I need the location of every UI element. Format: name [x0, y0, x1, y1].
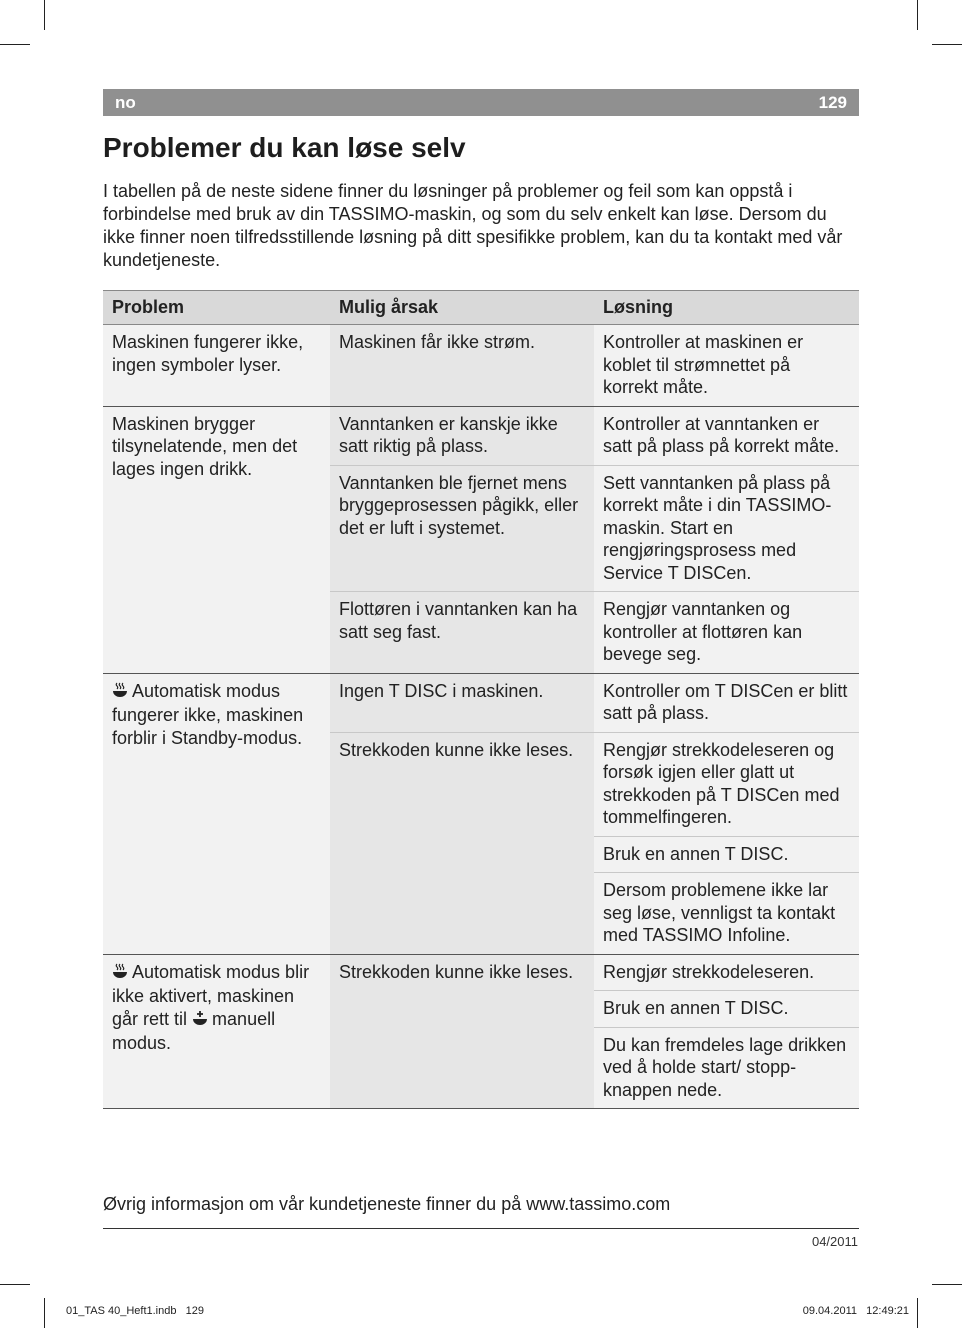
solution-cell: Bruk en annen T DISC.: [594, 836, 859, 873]
header-bar: [103, 89, 859, 116]
solution-cell: Kontroller at vanntanken er satt på plass på korrekt måte.: [594, 406, 859, 465]
solution-cell: Rengjør vanntanken og kontroller at flottøren kan bevege seg.: [594, 592, 859, 674]
page-number: 129: [818, 92, 847, 112]
crop-mark: [44, 1298, 45, 1328]
print-slug-timestamp: 09.04.2011 12:49:21: [802, 1305, 909, 1317]
solution-cell: Sett vanntanken på plass på korrekt måte i din TASSIMO-maskin. Start en rengjøringsprosess med Service T DISCen.: [594, 465, 859, 592]
table-row: [103, 406, 859, 465]
crop-mark: [932, 1284, 962, 1285]
column-header-cause: Mulig årsak: [330, 291, 594, 325]
solution-cell: Bruk en annen T DISC.: [594, 991, 859, 1028]
crop-mark: [0, 1284, 30, 1285]
intro-paragraph: I tabellen på de neste sidene finner du løsninger på problemer og feil som kan oppstå i forbindelse med bruk av din TASSIMO-maskin, og som du selv enkelt kan løse. Dersom du ikke finner noen tilfredsstillende løsning på ditt spesifikke problem, kan du ta kontakt med vår kundetjeneste.: [103, 181, 843, 270]
page-title: Problemer du kan løse selv: [103, 132, 466, 163]
troubleshooting-table: [103, 290, 859, 1109]
problem-text: Automatisk modus fungerer ikke, maskinen forblir i Standby-modus.: [112, 680, 304, 748]
crop-mark: [932, 44, 962, 45]
cause-cell: Maskinen får ikke strøm.: [330, 325, 594, 407]
problem-cell: Maskinen brygger tilsynelatende, men det lages ingen drikk.: [103, 406, 330, 673]
manual-mode-icon: [192, 1010, 208, 1033]
solution-cell: Du kan fremdeles lage drikken ved å holde start/ stopp-knappen nede.: [594, 1027, 859, 1109]
cause-cell: Vanntanken er kanskje ikke satt riktig på plass.: [330, 406, 594, 465]
cause-cell: Flottøren i vanntanken kan ha satt seg fast.: [330, 592, 594, 674]
crop-mark: [44, 0, 45, 30]
footer-note: Øvrig informasjon om vår kundetjeneste finner du på www.tassimo.com: [103, 1194, 671, 1214]
solution-cell: Rengjør strekkodeleseren og forsøk igjen eller glatt ut strekkoden på T DISCen med tommelfingeren.: [594, 732, 859, 836]
cause-cell: Strekkoden kunne ikke leses.: [330, 732, 594, 954]
problem-text: Automatisk modus blir ikke aktivert, maskinen går rett til: [112, 961, 310, 1029]
cause-cell: Ingen T DISC i maskinen.: [330, 673, 594, 732]
language-code: no: [115, 92, 136, 112]
auto-mode-icon: [112, 682, 128, 705]
cause-cell: Strekkoden kunne ikke leses.: [330, 954, 594, 1109]
print-slug-file: 01_TAS 40_Heft1.indb 129: [66, 1305, 205, 1317]
problem-cell: [103, 954, 330, 1109]
problem-text: manuell modus.: [112, 1008, 276, 1053]
footer-divider: [103, 1228, 859, 1229]
edition-date: 04/2011: [811, 1234, 858, 1249]
auto-mode-icon: [112, 963, 128, 986]
solution-cell: Dersom problemene ikke lar seg løse, vennligst ta kontakt med TASSIMO Infoline.: [594, 873, 859, 955]
table-header-row: [103, 291, 859, 325]
table-row: [103, 954, 859, 991]
crop-mark: [917, 0, 918, 30]
problem-cell: Maskinen fungerer ikke, ingen symboler lyser.: [103, 325, 330, 407]
crop-mark: [0, 44, 30, 45]
crop-mark: [917, 1298, 918, 1328]
table-row: [103, 673, 859, 732]
problem-cell: [103, 673, 330, 954]
column-header-solution: Løsning: [594, 291, 859, 325]
column-header-problem: Problem: [103, 291, 330, 325]
solution-cell: Kontroller at maskinen er koblet til strømnettet på korrekt måte.: [594, 325, 859, 407]
solution-cell: Kontroller om T DISCen er blitt satt på plass.: [594, 673, 859, 732]
solution-cell: Rengjør strekkodeleseren.: [594, 954, 859, 991]
table-row: [103, 325, 859, 407]
cause-cell: Vanntanken ble fjernet mens bryggeprosessen pågikk, eller det er luft i systemet.: [330, 465, 594, 592]
